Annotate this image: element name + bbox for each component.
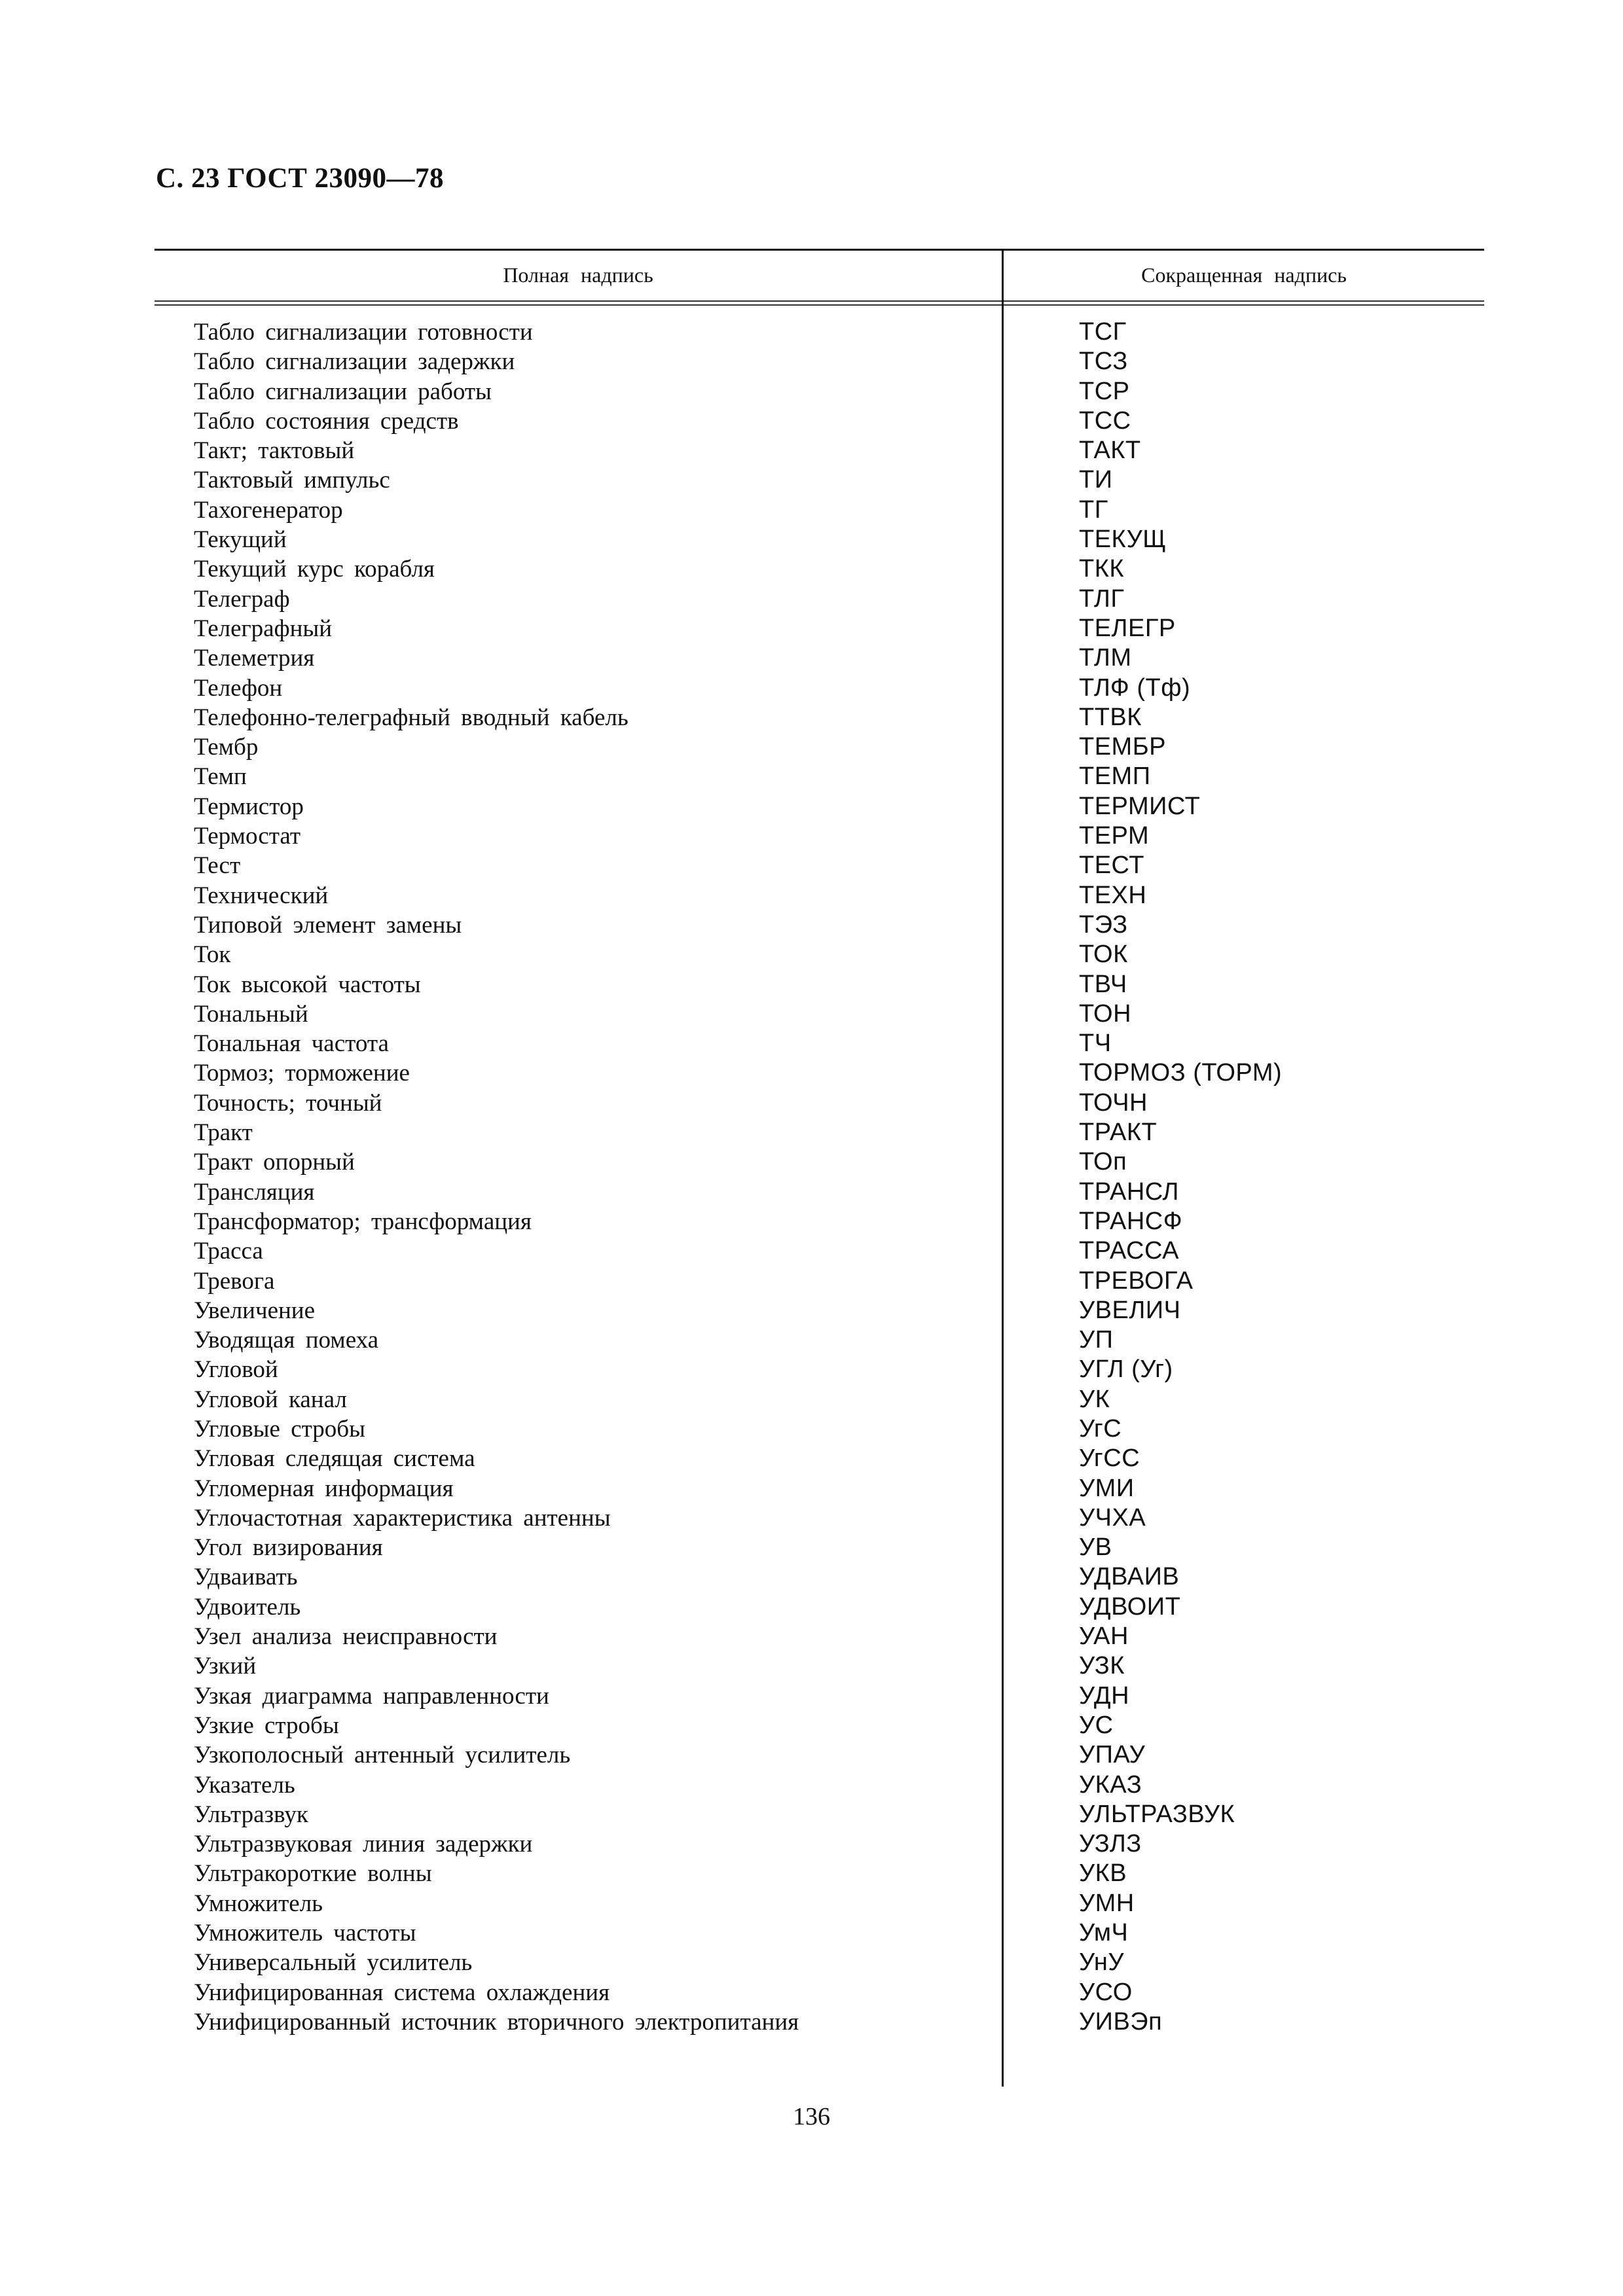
full-name: Тест	[194, 852, 241, 880]
table-row	[0, 940, 1623, 969]
abbreviation: ТАКТ	[1079, 437, 1141, 465]
abbreviation: ТКК	[1079, 555, 1124, 583]
table-row	[0, 703, 1623, 732]
abbreviation: ТОК	[1079, 941, 1128, 969]
full-name: Умножитель частоты	[194, 1920, 416, 1947]
table-row	[0, 1651, 1623, 1681]
full-name: Технический	[194, 882, 329, 909]
full-name: Термистор	[194, 793, 304, 820]
full-name: Телеметрия	[194, 645, 315, 672]
table-row	[0, 1562, 1623, 1592]
table-row	[0, 525, 1623, 554]
table-row	[0, 1325, 1623, 1355]
abbreviation: УМИ	[1079, 1474, 1135, 1502]
abbreviation: ТЕКУЩ	[1079, 526, 1167, 554]
table-row	[0, 970, 1623, 999]
full-name: Табло сигнализации работы	[194, 378, 492, 405]
abbreviation: ТОЧН	[1079, 1088, 1148, 1117]
table-row	[0, 1236, 1623, 1266]
table-header-rule	[155, 300, 1484, 306]
full-name: Текущий курс корабля	[194, 556, 435, 583]
table-row	[0, 1058, 1623, 1088]
table-row	[0, 1385, 1623, 1414]
table-row	[0, 406, 1623, 436]
table-row	[0, 465, 1623, 495]
table-row	[0, 377, 1623, 406]
abbreviation: ТРАНСФ	[1079, 1207, 1183, 1235]
full-name: Тональная частота	[194, 1030, 389, 1058]
table-row	[0, 1355, 1623, 1384]
abbreviation: ТЭЗ	[1079, 910, 1128, 939]
abbreviation: ТЧ	[1079, 1030, 1112, 1058]
abbreviation: ТЛГ	[1079, 584, 1125, 613]
abbreviation: УгС	[1079, 1414, 1122, 1443]
full-name: Узкополосный антенный усилитель	[194, 1742, 571, 1769]
abbreviation: ТОп	[1079, 1148, 1127, 1176]
table-row	[0, 1266, 1623, 1296]
table-row	[0, 1296, 1623, 1325]
abbreviation: ТЕМП	[1079, 762, 1151, 791]
table-row	[0, 495, 1623, 525]
table-row	[0, 1207, 1623, 1236]
abbreviation: ТЕМБР	[1079, 733, 1166, 761]
abbreviation-table	[0, 317, 1623, 2037]
full-name: Удвоитель	[194, 1593, 301, 1621]
abbreviation: УгСС	[1079, 1444, 1140, 1473]
table-row	[0, 1118, 1623, 1147]
table-row	[0, 1414, 1623, 1444]
table-row	[0, 1740, 1623, 1770]
full-name: Узкие стробы	[194, 1712, 339, 1739]
table-row	[0, 1681, 1623, 1711]
table-row	[0, 1503, 1623, 1533]
full-name: Типовой элемент замены	[194, 911, 462, 939]
full-name: Тормоз; торможение	[194, 1060, 410, 1087]
table-row	[0, 1859, 1623, 1888]
abbreviation: ТТВК	[1079, 703, 1142, 731]
abbreviation: ТСР	[1079, 377, 1130, 405]
abbreviation: УЗК	[1079, 1652, 1125, 1680]
abbreviation: ТСЗ	[1079, 348, 1128, 376]
table-row	[0, 673, 1623, 703]
page-number: 136	[793, 2103, 830, 2130]
abbreviation: УЛЬТРАЗВУК	[1079, 1800, 1235, 1828]
table-row	[0, 614, 1623, 643]
table-row	[0, 762, 1623, 791]
column-header-short: Сокращенная надпись	[1141, 263, 1347, 287]
full-name: Трансляция	[194, 1178, 315, 1206]
abbreviation: УВ	[1079, 1534, 1112, 1562]
full-name: Ультракороткие волны	[194, 1860, 432, 1888]
abbreviation: УнУ	[1079, 1948, 1125, 1977]
abbreviation: УДВОИТ	[1079, 1592, 1181, 1621]
full-name: Термостат	[194, 823, 301, 850]
abbreviation: ТГ	[1079, 495, 1108, 524]
table-row	[0, 1978, 1623, 2007]
table-row	[0, 1088, 1623, 1118]
table-row	[0, 851, 1623, 880]
abbreviation: ТРАНСЛ	[1079, 1177, 1179, 1206]
full-name: Увеличение	[194, 1297, 316, 1324]
abbreviation: УЗЛЗ	[1079, 1830, 1142, 1858]
abbreviation: ТЛФ (Тф)	[1079, 673, 1191, 702]
abbreviation: УВЕЛИЧ	[1079, 1296, 1181, 1324]
abbreviation: УПАУ	[1079, 1741, 1146, 1769]
full-name: Телефонно-телеграфный вводный кабель	[194, 704, 629, 731]
table-row	[0, 1029, 1623, 1058]
full-name: Унифицированная система охлаждения	[194, 1979, 610, 2006]
abbreviation: УЧХА	[1079, 1503, 1146, 1532]
table-row	[0, 1592, 1623, 1622]
abbreviation: УДВАИВ	[1079, 1563, 1180, 1591]
full-name: Тахогенератор	[194, 496, 343, 524]
full-name: Углочастотная характеристика антенны	[194, 1504, 611, 1532]
full-name: Умножитель	[194, 1890, 323, 1917]
full-name: Тональный	[194, 1000, 308, 1028]
full-name: Угловые стробы	[194, 1415, 365, 1443]
table-row	[0, 2007, 1623, 2037]
abbreviation: ТЕРМИСТ	[1079, 792, 1201, 820]
full-name: Тракт опорный	[194, 1149, 355, 1176]
table-row	[0, 643, 1623, 673]
abbreviation: УмЧ	[1079, 1919, 1129, 1947]
table-row	[0, 1474, 1623, 1503]
table-row	[0, 1622, 1623, 1651]
full-name: Унифицированный источник вторичного электропитания	[194, 2008, 799, 2036]
table-row	[0, 1948, 1623, 1977]
table-row	[0, 1800, 1623, 1829]
full-name: Указатель	[194, 1771, 295, 1799]
full-name: Узкий	[194, 1653, 257, 1680]
abbreviation: ТЛМ	[1079, 644, 1132, 672]
full-name: Ток высокой частоты	[194, 971, 421, 998]
abbreviation: ТОН	[1079, 999, 1132, 1028]
abbreviation: УМН	[1079, 1889, 1135, 1917]
table-row	[0, 792, 1623, 821]
abbreviation: ТРАССА	[1079, 1237, 1179, 1265]
full-name: Тактовый импульс	[194, 467, 390, 494]
full-name: Тембр	[194, 734, 259, 761]
table-row	[0, 1829, 1623, 1859]
table-row	[0, 881, 1623, 910]
full-name: Трансформатор; трансформация	[194, 1208, 532, 1235]
abbreviation: УИВЭп	[1079, 2007, 1163, 2036]
column-header-full: Полная надпись	[503, 263, 653, 287]
full-name: Телеграфный	[194, 615, 333, 642]
table-row	[0, 584, 1623, 614]
table-row	[0, 1444, 1623, 1473]
table-row	[0, 910, 1623, 940]
abbreviation: ТСС	[1079, 406, 1131, 435]
page-header: С. 23 ГОСТ 23090—78	[156, 163, 445, 194]
table-row	[0, 999, 1623, 1029]
abbreviation: УСО	[1079, 1978, 1133, 2006]
full-name: Угловая следящая система	[194, 1445, 475, 1473]
full-name: Тревога	[194, 1267, 275, 1295]
full-name: Ток	[194, 941, 231, 969]
abbreviation: ТРАКТ	[1079, 1119, 1158, 1147]
full-name: Уводящая помеха	[194, 1327, 379, 1354]
abbreviation: УКАЗ	[1079, 1770, 1142, 1799]
abbreviation: ТСГ	[1079, 318, 1127, 346]
full-name: Узел анализа неисправности	[194, 1623, 498, 1651]
full-name: Универсальный усилитель	[194, 1949, 473, 1977]
abbreviation: УГЛ (Уг)	[1079, 1355, 1173, 1384]
full-name: Угловой канал	[194, 1386, 347, 1413]
full-name: Темп	[194, 763, 247, 791]
full-name: Удваивать	[194, 1564, 298, 1591]
table-row	[0, 1711, 1623, 1740]
abbreviation: ТИ	[1079, 466, 1113, 494]
full-name: Тракт	[194, 1119, 253, 1147]
table-top-rule	[155, 249, 1484, 251]
table-row	[0, 1147, 1623, 1177]
full-name: Табло сигнализации готовности	[194, 319, 533, 346]
full-name: Ультразвуковая линия задержки	[194, 1831, 533, 1858]
abbreviation: УК	[1079, 1385, 1110, 1413]
abbreviation: УКВ	[1079, 1859, 1127, 1888]
full-name: Табло сигнализации задержки	[194, 348, 515, 376]
full-name: Телеграф	[194, 585, 290, 613]
table-row	[0, 436, 1623, 465]
table-row	[0, 317, 1623, 347]
abbreviation: УАН	[1079, 1623, 1129, 1651]
table-row	[0, 732, 1623, 762]
table-row	[0, 1177, 1623, 1207]
abbreviation: ТОРМОЗ (ТОРМ)	[1079, 1059, 1283, 1087]
table-row	[0, 821, 1623, 851]
full-name: Такт; тактовый	[194, 437, 355, 465]
full-name: Текущий	[194, 526, 287, 554]
full-name: Точность; точный	[194, 1089, 382, 1117]
table-row	[0, 1533, 1623, 1562]
abbreviation: ТЕРМ	[1079, 822, 1150, 850]
full-name: Табло состояния средств	[194, 407, 459, 435]
abbreviation: ТВЧ	[1079, 970, 1127, 998]
table-row	[0, 1770, 1623, 1800]
abbreviation: ТЕЛЕГР	[1079, 614, 1176, 642]
table-row	[0, 347, 1623, 376]
full-name: Угол визирования	[194, 1534, 383, 1562]
full-name: Угловой	[194, 1356, 278, 1384]
full-name: Угломерная информация	[194, 1475, 454, 1502]
abbreviation: ТЕХН	[1079, 881, 1147, 909]
table-row	[0, 1889, 1623, 1918]
abbreviation: УС	[1079, 1711, 1114, 1739]
abbreviation: ТЕСТ	[1079, 852, 1144, 880]
table-row	[0, 1918, 1623, 1948]
abbreviation: ТРЕВОГА	[1079, 1266, 1194, 1295]
table-row	[0, 554, 1623, 584]
full-name: Узкая диаграмма направленности	[194, 1682, 549, 1710]
full-name: Телефон	[194, 674, 283, 702]
full-name: Ультразвук	[194, 1801, 308, 1828]
abbreviation: УДН	[1079, 1681, 1130, 1710]
abbreviation: УП	[1079, 1326, 1114, 1354]
full-name: Трасса	[194, 1238, 263, 1265]
